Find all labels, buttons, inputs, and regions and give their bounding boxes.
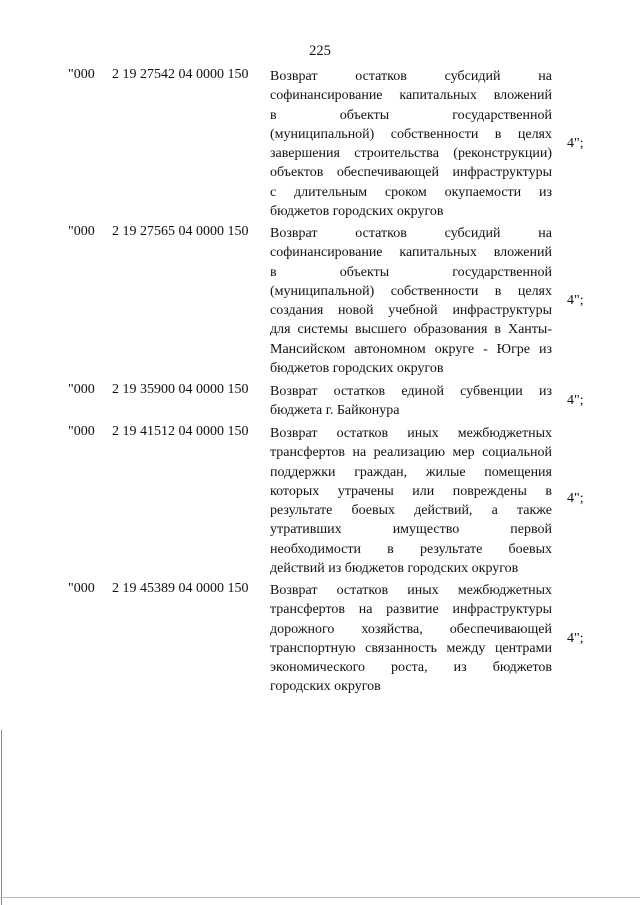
description-line: которых утрачены или повреждены в — [270, 483, 552, 499]
description-line: в объекты государственной — [270, 107, 552, 123]
description-line: действий из бюджетов городских округов — [270, 561, 519, 577]
value-cell: 4"; — [567, 491, 584, 506]
value-cell: 4"; — [567, 136, 584, 151]
description-line: экономического роста, из бюджетов — [270, 660, 552, 676]
description-line: Возврат остатков иных межбюджетных — [270, 426, 552, 441]
description-cell — [270, 424, 552, 578]
description-line: Возврат остатков единой субвенции из — [270, 384, 552, 399]
description-line: софинансирование капитальных вложений — [270, 88, 552, 104]
description-line: бюджетов городских округов — [270, 204, 444, 220]
scan-edge-line — [1, 730, 2, 905]
code-cell — [68, 67, 249, 83]
code-cell — [68, 424, 249, 440]
code-cell — [68, 224, 249, 240]
code-number: 2 19 27542 04 0000 150 — [112, 67, 249, 82]
description-line: бюджета г. Байконура — [270, 403, 400, 419]
description-line: Возврат остатков субсидий на — [270, 69, 552, 84]
code-number: 2 19 35900 04 0000 150 — [112, 382, 249, 397]
description-cell — [270, 382, 552, 421]
code-prefix: "000 — [68, 581, 95, 596]
value-cell: 4"; — [567, 631, 584, 646]
code-prefix: "000 — [68, 424, 95, 439]
description-line: утративших имущество первой — [270, 522, 552, 538]
description-line: для системы высшего образования в Ханты- — [270, 322, 552, 338]
description-line: создания новой учебной инфраструктуры — [270, 303, 552, 319]
description-line: дорожного хозяйства, обеспечивающей — [270, 621, 552, 637]
description-line: объектов обеспечивающей инфраструктуры — [270, 165, 552, 181]
code-prefix: "000 — [68, 224, 95, 239]
description-line: трансфертов на развитие инфраструктуры — [270, 602, 552, 618]
code-cell — [68, 581, 249, 597]
description-cell — [270, 67, 552, 221]
description-line: транспортную связанность между центрами — [270, 640, 552, 656]
description-line: необходимости в результате боевых — [270, 541, 552, 557]
code-number: 2 19 41512 04 0000 150 — [112, 424, 249, 439]
description-line: в объекты государственной — [270, 264, 552, 280]
description-line: городских округов — [270, 679, 381, 695]
value-cell: 4"; — [567, 293, 584, 308]
description-line: Возврат остатков иных межбюджетных — [270, 583, 552, 598]
page-number: 225 — [309, 43, 331, 59]
description-line: бюджетов городских округов — [270, 361, 444, 377]
code-number: 2 19 45389 04 0000 150 — [112, 581, 249, 596]
description-line: Возврат остатков субсидий на — [270, 226, 552, 241]
description-line: завершения строительства (реконструкции) — [270, 146, 552, 162]
description-cell — [270, 581, 552, 697]
description-line: результате боевых действий, а также — [270, 503, 552, 519]
description-line: (муниципальной) собственности в целях — [270, 283, 552, 299]
description-line: трансфертов на реализацию мер социальной — [270, 445, 552, 461]
code-cell — [68, 382, 249, 398]
value-cell: 4"; — [567, 393, 584, 408]
code-prefix: "000 — [68, 67, 95, 82]
description-cell — [270, 224, 552, 378]
code-prefix: "000 — [68, 382, 95, 397]
description-line: софинансирование капитальных вложений — [270, 245, 552, 261]
code-number: 2 19 27565 04 0000 150 — [112, 224, 249, 239]
description-line: Мансийском автономном округе - Югре из — [270, 341, 552, 357]
description-line: (муниципальной) собственности в целях — [270, 126, 552, 142]
description-line: с длительным сроком окупаемости из — [270, 184, 552, 200]
description-line: поддержки граждан, жилые помещения — [270, 464, 552, 480]
scan-bottom-line — [0, 897, 640, 898]
